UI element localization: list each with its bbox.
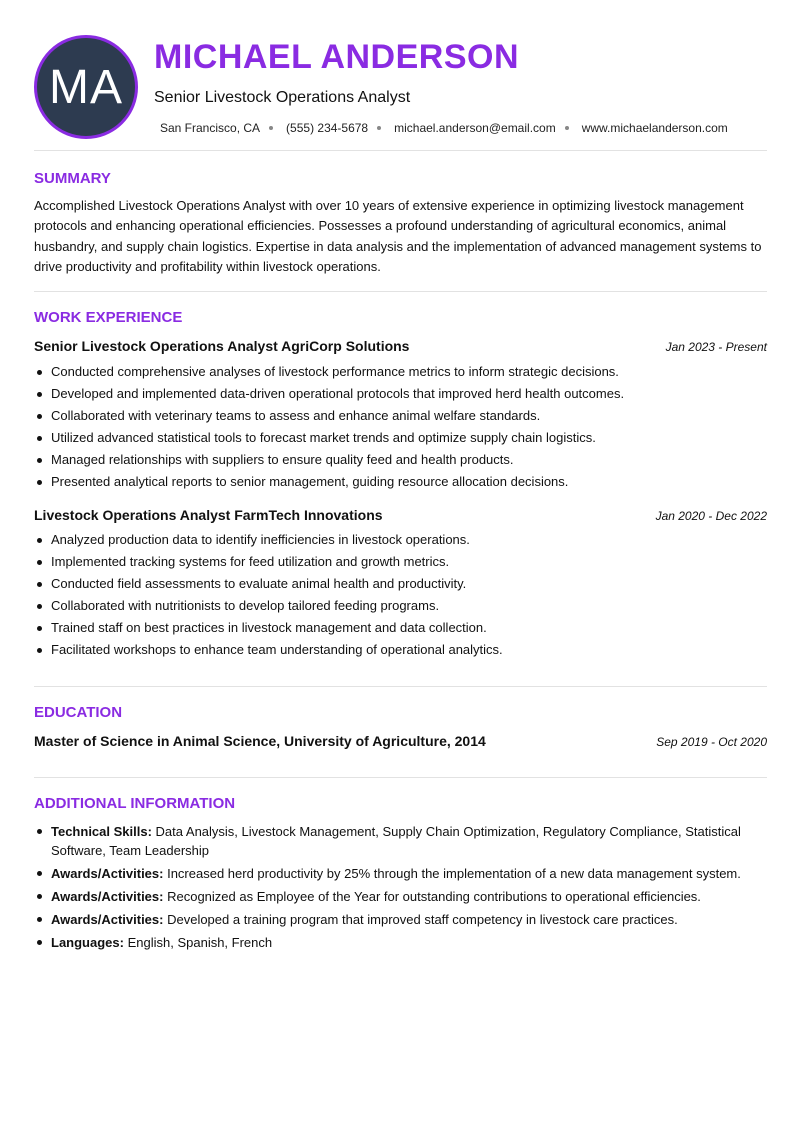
candidate-name: MICHAEL ANDERSON (154, 38, 520, 76)
info-text: Recognized as Employee of the Year for outstanding contributions to operational efficiencies. (167, 889, 701, 904)
work-experience-heading: WORK EXPERIENCE (34, 309, 183, 326)
job-header (34, 507, 767, 525)
contact-website[interactable]: www.michaelanderson.com (581, 121, 728, 135)
list-item: Developed and implemented data-driven operational protocols that improved herd health outcomes. (34, 385, 767, 407)
job-header (34, 338, 767, 356)
info-label: Awards/Activities: (51, 912, 164, 927)
candidate-title: Senior Livestock Operations Analyst (154, 89, 411, 106)
list-item (34, 910, 767, 929)
job-bullets (34, 363, 767, 495)
list-item (34, 933, 767, 952)
contact-location: San Francisco, CA (160, 121, 261, 135)
list-item: Managed relationships with suppliers to ensure quality feed and health products. (34, 451, 767, 473)
job-role: Livestock Operations Analyst FarmTech Innovations (34, 507, 383, 523)
contact-info (160, 121, 728, 135)
job-dates: Jan 2020 - Dec 2022 (655, 509, 767, 523)
education-dates: Sep 2019 - Oct 2020 (656, 735, 767, 749)
education-entry (34, 733, 767, 751)
info-label: Languages: (51, 935, 124, 950)
divider (34, 686, 767, 687)
info-text: Data Analysis, Livestock Management, Supply Chain Optimization, Regulatory Compliance, Statistical Software, Team Leadership (51, 824, 741, 858)
contact-email[interactable]: michael.anderson@email.com (394, 121, 556, 135)
separator-dot-icon (565, 126, 569, 130)
info-label: Awards/Activities: (51, 889, 164, 904)
job-bullets (34, 531, 767, 663)
info-text: Increased herd productivity by 25% through the implementation of a new data management system. (167, 866, 741, 881)
additional-info-heading: ADDITIONAL INFORMATION (34, 795, 236, 812)
divider (34, 150, 767, 151)
list-item: Analyzed production data to identify inefficiencies in livestock operations. (34, 531, 767, 553)
job-role: Senior Livestock Operations Analyst AgriCorp Solutions (34, 338, 410, 354)
list-item (34, 864, 767, 883)
info-label: Technical Skills: (51, 824, 152, 839)
list-item: Conducted field assessments to evaluate animal health and productivity. (34, 575, 767, 597)
education-degree: Master of Science in Animal Science, University of Agriculture, 2014 (34, 733, 486, 749)
job-dates: Jan 2023 - Present (665, 340, 767, 354)
separator-dot-icon (377, 126, 381, 130)
info-text: Developed a training program that improved staff competency in livestock care practices. (167, 912, 678, 927)
summary-heading: SUMMARY (34, 170, 111, 187)
avatar-initials: MA (49, 60, 123, 114)
additional-info-list (34, 822, 767, 956)
divider (34, 777, 767, 778)
list-item: Trained staff on best practices in livestock management and data collection. (34, 619, 767, 641)
list-item (34, 822, 767, 860)
summary-text: Accomplished Livestock Operations Analyst with over 10 years of extensive experience in optimizing livestock management protocols and enhancing operational efficiencies. Possesses a profound understanding of agricultural economics, animal husbandry, and supply chain logistics. Expertise in data analysis and the implementation of advanced management systems to drive productivity and profitability within livestock operations. (34, 198, 762, 274)
list-item: Utilized advanced statistical tools to forecast market trends and optimize supply chain logistics. (34, 429, 767, 451)
list-item: Collaborated with veterinary teams to assess and enhance animal welfare standards. (34, 407, 767, 429)
list-item: Implemented tracking systems for feed utilization and growth metrics. (34, 553, 767, 575)
list-item: Conducted comprehensive analyses of livestock performance metrics to inform strategic decisions. (34, 363, 767, 385)
separator-dot-icon (269, 126, 273, 130)
divider (34, 291, 767, 292)
list-item: Presented analytical reports to senior management, guiding resource allocation decisions. (34, 473, 767, 495)
info-label: Awards/Activities: (51, 866, 164, 881)
avatar (34, 35, 138, 139)
education-heading: EDUCATION (34, 704, 123, 721)
list-item: Facilitated workshops to enhance team understanding of operational analytics. (34, 641, 767, 663)
info-text: English, Spanish, French (127, 935, 273, 950)
list-item: Collaborated with nutritionists to develop tailored feeding programs. (34, 597, 767, 619)
contact-phone: (555) 234-5678 (286, 121, 369, 135)
list-item (34, 887, 767, 906)
